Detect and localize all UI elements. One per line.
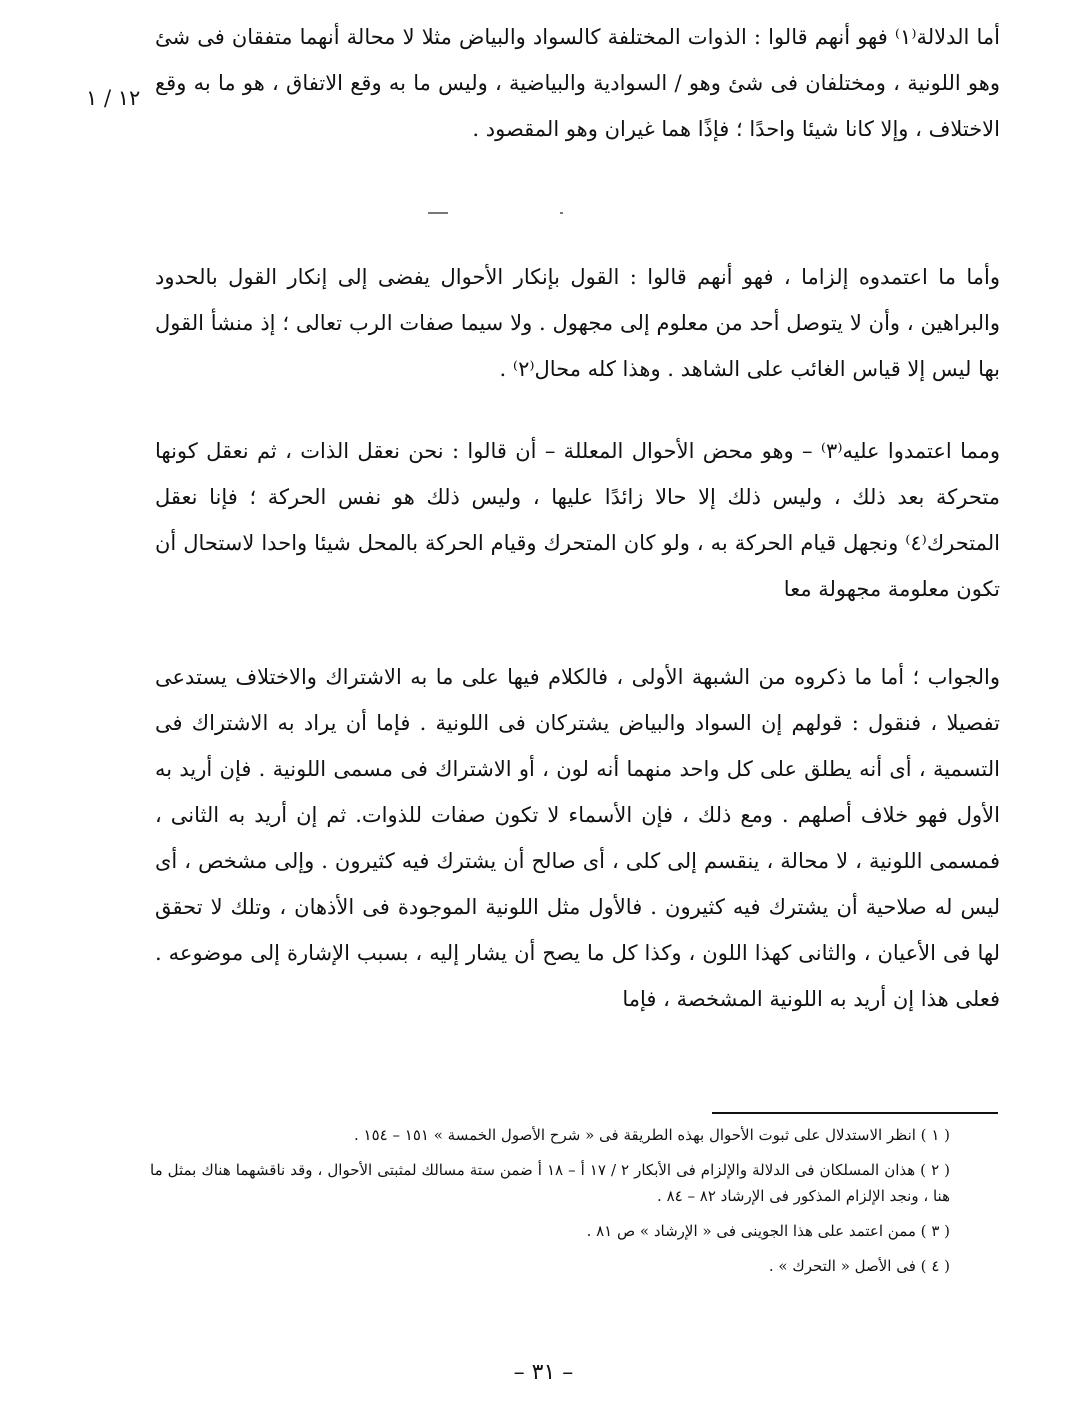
paragraph-text: وأما ما اعتمدوه إلزاما ، فهو أنهم قالوا : القول بإنكار الأحوال يفضى إلى إنكار القول بالحدود والبراهين ، وأن لا يتوصل أحد من معلوم إلى مجهول . ولا سيما صفات الرب تعالى ؛ إذ منشأ القول بها ليس إلا قياس الغائب على الشاهد . وهذا كله محال⁽٢⁾ .: [155, 265, 1000, 381]
paragraph-text: والجواب ؛ أما ما ذكروه من الشبهة الأولى ، فالكلام فيها على ما به الاشتراك والاختلاف يستدعى تفصيلا ، فنقول : قولهم إن السواد والبياض يشتركان فى اللونية . فإما أن يراد به الاشتراك فى التسمية ، أى أنه يطلق على كل واحد منهما أنه لون ، أو الاشتراك فى مسمى اللونية . فإن أريد به الأول فهو خلاف أصلهم . ومع ذلك ، فإن الأسماء لا تكون صفات للذوات. ثم إن أريد به الثانى ، فمسمى اللونية ، لا محالة ، ينقسم إلى كلى ، أى صالح أن يشترك فيه كثيرون . وإلى مشخص ، أى ليس له صلاحية أن يشترك فيه كثيرون . فالأول مثل اللونية الموجودة فى الأذهان ، وتلك لا تحقق لها فى الأعيان ، والثانى كهذا اللون ، وكذا كل ما يصح أن يشار إليه ، بسبب الإشارة إلى موضوعه . فعلى هذا إن أريد به اللونية المشخصة ، فإما: [155, 665, 1000, 1011]
footnote-2: ( ٢ ) هذان المسلكان فى الدلالة والإلزام فى الأبكار ٢ / ١٧ أ – ١٨ أ ضمن ستة مسالك لمثبتى الأحوال ، وقد ناقشهما هناك بمثل ما هنا ، ونجد الإلزام المذكور فى الإرشاد ٨٢ – ٨٤ .: [150, 1161, 950, 1205]
body-paragraph: [155, 654, 1000, 1022]
faint-mark: [560, 212, 563, 214]
footnote-separator-rule: [712, 1112, 998, 1114]
body-paragraph: [155, 14, 1000, 152]
paragraph-text: أما الدلالة⁽١⁾ فهو أنهم قالوا : الذوات المختلفة كالسواد والبياض مثلا لا محالة أنهما متفقان فى شئ وهو اللونية ، ومختلفان فى شئ وهو / السوادية والبياضية ، وليس ما به وقع الاتفاق ، هو ما به وقع الاختلاف ، وإلا كانا شيئا واحدًا ؛ فإذًا هما غيران وهو المقصود .: [155, 25, 1000, 141]
paragraph-text: ومما اعتمدوا عليه⁽٣⁾ – وهو محض الأحوال المعللة – أن قالوا : نحن نعقل الذات ، ثم نعقل كونها متحركة بعد ذلك ، وليس ذلك إلا حالا زائدًا عليها ، وليس ذلك هو نفس الحركة ؛ فإنا نعقل المتحرك⁽٤⁾ ونجهل قيام الحركة به ، ولو كان المتحرك وقيام الحركة بالمحل شيئا واحدا لاستحال أن تكون معلومة مجهولة معا: [155, 439, 1000, 601]
footnote-4: ( ٤ ) فى الأصل « التحرك » .: [768, 1257, 950, 1275]
page-number: – ٣١ –: [513, 1360, 574, 1385]
footnotes-section: [150, 1122, 998, 1288]
body-paragraph: [155, 428, 1000, 612]
margin-folio-reference: ١٢ / ١: [86, 86, 141, 110]
footnote-1: ( ١ ) انظر الاستدلال على ثبوت الأحوال بهذه الطريقة فى « شرح الأصول الخمسة » ١٥١ – ١٥٤ .: [354, 1126, 950, 1144]
body-paragraph: [155, 254, 1000, 392]
footnote-3: ( ٣ ) ممن اعتمد على هذا الجوينى فى « الإرشاد » ص ٨١ .: [586, 1222, 950, 1240]
faint-mark: [428, 212, 448, 214]
